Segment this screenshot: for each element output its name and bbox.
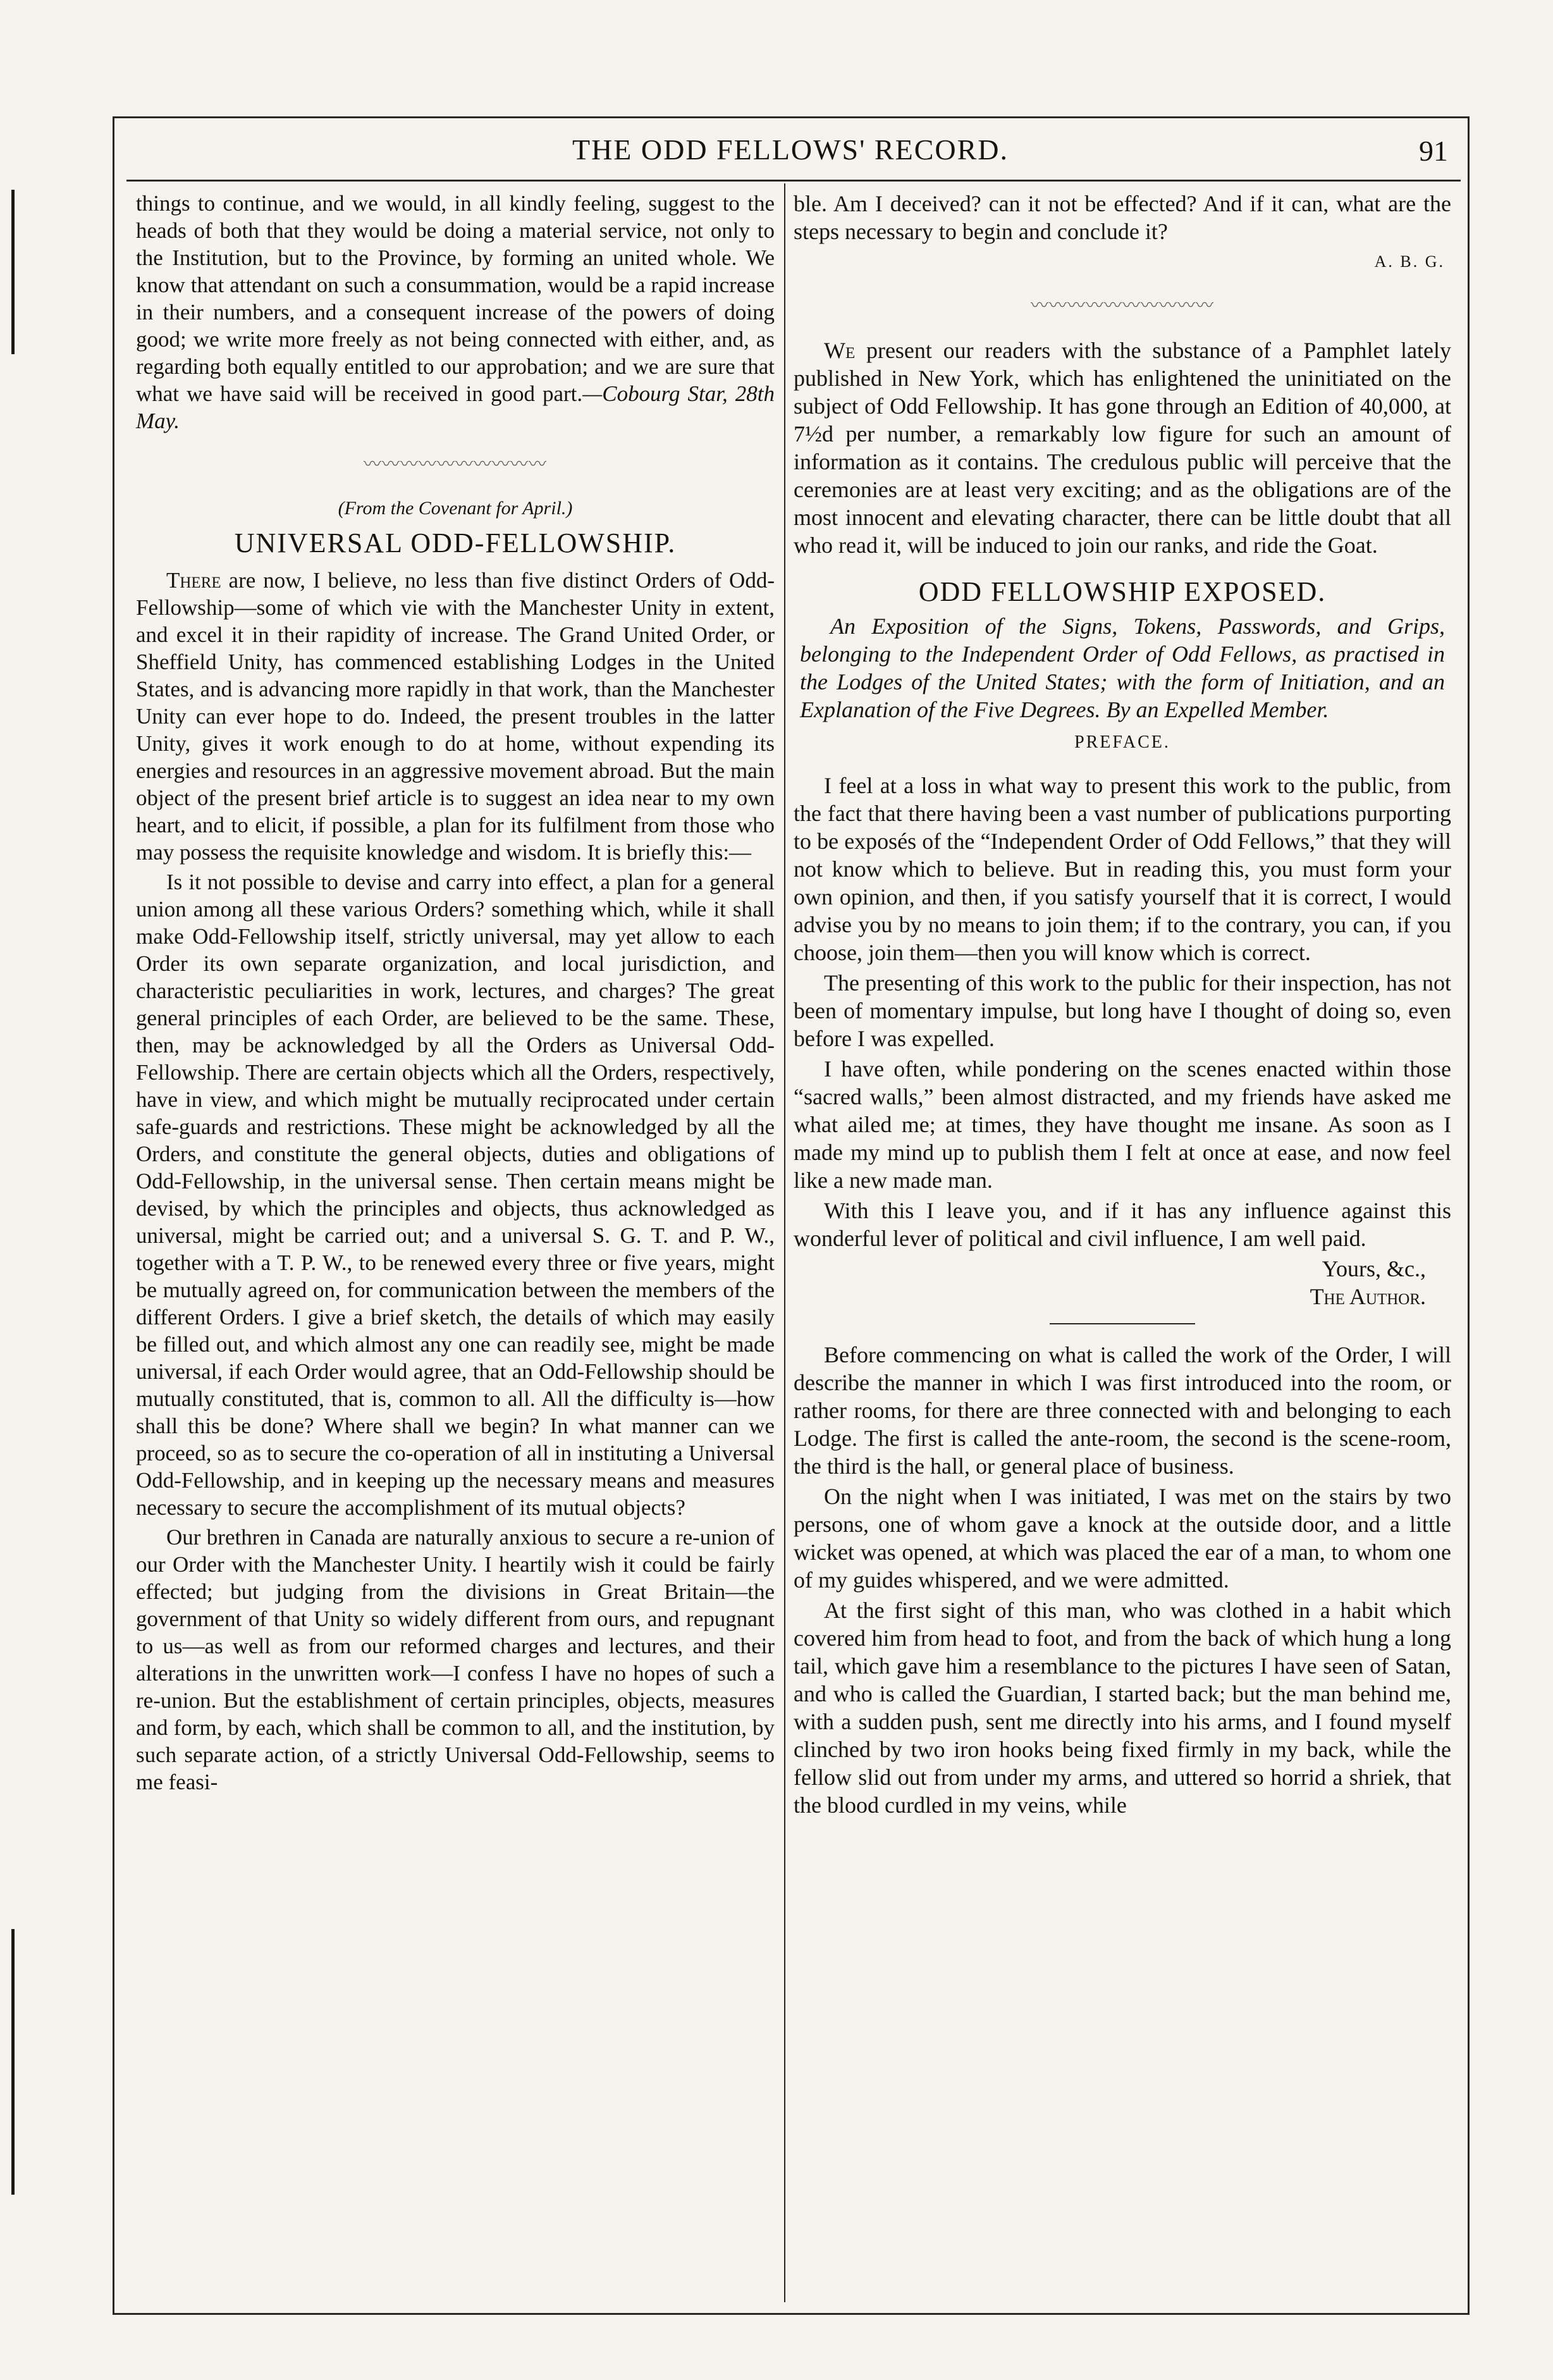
left-column: [136, 190, 775, 1798]
article-source: (From the Covenant for April.): [338, 498, 573, 519]
article-paragraph: Our brethren in Canada are naturally anxious to secure a re-union of our Order with the Manchester Unity. I heartily wish it could be fairly effected; but judging from the divisions in Great Britain—the government of that Unity so widely different from ours, and repugnant to us—as well as from our reformed charges and lectures, and their alterations in the unwritten work—I confess I have no hopes of such a re-union. But the establishment of certain principles, objects, measures and form, by each, which shall be common to all, and the institution, by such separate action, of a strictly Universal Odd-Fellowship, seems to me feasi-: [136, 1525, 775, 1794]
signoff-author: The Author.: [1310, 1284, 1426, 1309]
scan-edge-mark: [11, 190, 15, 354]
preface-paragraph: I feel at a loss in what way to present this work to the public, from the fact that there having been a vast number of publications purporting to be exposés of the “Independent Order of Odd Fellows,” that they will not know which to believe. But in reading this, you must form your own opinion, and then, if you satisfy yourself that it is correct, I would advise you by no means to join them; if to the contrary, you can, if you choose, join them—then you will know which is correct.: [794, 773, 1451, 965]
article-title: UNIVERSAL ODD-FELLOWSHIP.: [234, 527, 677, 558]
continuation-paragraph: ble. Am I deceived? can it not be effected? And if it can, what are the steps necessary to begin and conclude it?: [794, 191, 1451, 244]
continuation-text: things to continue, and we would, in all kindly feeling, suggest to the heads of both that they would be doing a material service, not only to the Institution, but to the Province, by forming an united whole. We know that attendant on such a consummation, would be a rapid increase in their numbers, and a consequent increase of the powers of doing good; we write more freely as not being connected with either, and, as regarding both equally entitled to our approbation; and we are sure that what we have said will be received in good part.: [136, 191, 775, 406]
signoff: Yours, &c.,: [1322, 1256, 1426, 1281]
source-citation: —Cobourg Star, 28th May.: [136, 381, 775, 433]
section-ornament: 〰〰〰〰〰〰〰〰〰〰: [1030, 296, 1214, 316]
intro-paragraph: [794, 336, 1451, 559]
body-paragraph: On the night when I was initiated, I was met on the stairs by two persons, one of whom gave a knock at the outside door, and a little wicket was opened, at which was placed the ear of a man, to whom one of my guides whispered, and we were admitted.: [794, 1484, 1451, 1593]
scan-edge-mark: [11, 1929, 15, 2195]
preface-paragraph: The presenting of this work to the public for their inspection, has not been of momentary impulse, but long have I thought of doing so, even before I was expelled.: [794, 970, 1451, 1051]
article-title: ODD FELLOWSHIP EXPOSED.: [918, 576, 1327, 607]
preface-heading: PREFACE.: [1074, 732, 1170, 752]
continuation-paragraph: [136, 190, 775, 435]
article-subtitle: An Exposition of the Signs, Tokens, Passwords, and Grips, belonging to the Independent Order of Odd Fellows, as practised in the Lodges of the United States; with the form of Initiation, and an Explanation of the Five Degrees. By an Expelled Member.: [800, 613, 1445, 722]
section-rule: [1050, 1323, 1195, 1324]
article-paragraph: [136, 567, 775, 866]
page-number: 91: [1419, 135, 1448, 167]
author-initials: A. B. G.: [1374, 252, 1445, 271]
lead-word: We: [824, 338, 856, 363]
right-column: [794, 190, 1451, 1822]
paragraph-text: present our readers with the substance of a Pamphlet lately published in New York, which has enlightened the uninitiated on the subject of Odd Fellowship. It has gone through an Edition of 40,000, at 7½d per number, a remarkably low figure for such an amount of information as it contains. The credulous public will perceive that the ceremonies are at least very exciting; and as the obligations are of the most innocent and elevating character, there can be little doubt that all who read it, will be induced to join our ranks, and ride the Goat.: [794, 338, 1451, 558]
preface-paragraph: I have often, while pondering on the scenes enacted within those “sacred walls,” been almost distracted, and my friends have asked me what ailed me; at times, they have thought me insane. As soon as I made my mind up to publish them I felt at once at ease, and now feel like a new made man.: [794, 1056, 1451, 1193]
article-paragraph: Is it not possible to devise and carry into effect, a plan for a general union among all these various Orders? something which, while it shall make Odd-Fellowship itself, strictly universal, may yet allow to each Order its own separate organization, and local jurisdiction, and characteristic peculiarities in work, lectures, and charges? The great general principles of each Order, are believed to be the same. These, then, may be acknowledged by all the Orders as Universal Odd-Fellowship. There are certain objects which all the Orders, respectively, have in view, and which might be mutually reciprocated under certain safe-guards and restrictions. These might be acknowledged by all the Orders, and constitute the general objects, duties and obligations of Odd-Fellowship, in the universal sense. Then certain means might be devised, by which the principles and objects, thus acknowledged as universal, might be carried out; and a universal S. G. T. and P. W., together with a T. P. W., to be renewed every three or five years, might be mutually agreed on, for communication between the members of the different Orders. I give a brief sketch, the details of which may easily be filled out, and which almost any one can readily see, might be made universal, if each Order would agree, that an Odd-Fellowship should be mutually constituted, that is, common to all. All the difficulty is—how shall this be done? Where shall we begin? In what manner can we proceed, so as to secure the co-operation of all in instituting a Universal Odd-Fellowship, and in keeping up the necessary means and measures necessary to secure the accomplishment of its mutual objects?: [136, 870, 775, 1520]
body-paragraph: At the first sight of this man, who was clothed in a habit which covered him from head to foot, and from the back of which hung a long tail, which gave him a resemblance to the pictures I have seen of Satan, and who is called the Guardian, I started back; but the man behind me, with a sudden push, sent me directly into his arms, and I found myself clinched by two iron hooks being fixed firmly in my back, while the fellow slid out from under my arms, and uttered so horrid a shriek, that the blood curdled in my veins, while: [794, 1598, 1451, 1818]
body-paragraph: Before commencing on what is called the work of the Order, I will describe the manner in which I was first introduced into the room, or rather rooms, for there are three connected with and belonging to each Lodge. The first is called the ante-room, the second is the scene-room, the third is the hall, or general place of business.: [794, 1342, 1451, 1479]
section-ornament: 〰〰〰〰〰〰〰〰〰〰: [363, 455, 547, 474]
page-header: [126, 126, 1454, 177]
column-divider: [784, 183, 785, 2302]
running-head: THE ODD FELLOWS' RECORD.: [572, 133, 1009, 166]
header-rule: [126, 180, 1461, 182]
paragraph-text: are now, I believe, no less than five distinct Orders of Odd-Fellowship—some of which vie with the Manchester Unity in extent, and excel it in their rapidity of increase. The Grand United Order, or Sheffield Unity, has commenced establishing Lodges in the United States, and is advancing more rapidly in that work, than the Manchester Unity can ever hope to do. Indeed, the present troubles in the latter Unity, gives it work enough to do at home, without expending its energies and resources in an aggressive movement abroad. But the main object of the present brief article is to suggest an idea near to my own heart, and to elicit, if possible, a plan for its fulfilment from those who may possess the requisite knowledge and wisdom. It is briefly this:—: [136, 568, 775, 865]
lead-word: There: [166, 568, 221, 593]
preface-paragraph: With this I leave you, and if it has any influence against this wonderful lever of political and civil influence, I am well paid.: [794, 1198, 1451, 1251]
